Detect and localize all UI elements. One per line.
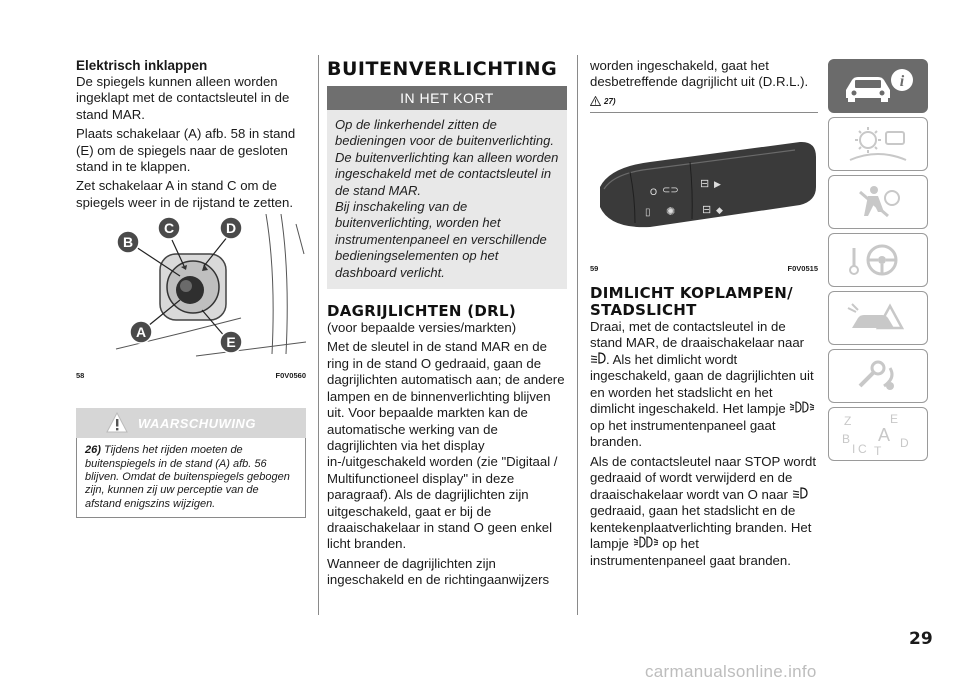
svg-text:⊟: ⊟ — [702, 203, 712, 216]
paragraph: Plaats schakelaar (A) afb. 58 in stand (E) om de spiegels naar de gesloten stand in te klappen. — [76, 126, 296, 175]
light-stalk-illustration — [590, 117, 818, 257]
section-title-low-beam — [590, 285, 818, 319]
column-separator-2 — [577, 55, 578, 615]
paragraph: Met de sleutel in de stand MAR en de ring in de stand O gedraaid, gaan de dagrijlichten automatisch aan; de andere lampen en de binnenverlichting blijven uit. Voor bepaalde markten kan de automatische werking van de dagrijlichten via het display in-/uitgeschakeld worden (zie "Digitaal / Multifunctioneel display" in deze paragraaf). Als de dagrijlichten zijn uitgeschakeld, gaat er bij de draaischakelaar in stand O geen enkel licht branden. — [327, 339, 565, 552]
car-info-icon — [838, 66, 918, 106]
position-light-indicator-icon — [789, 401, 815, 417]
figure-code: F0V0560 — [275, 371, 306, 381]
label-c — [158, 217, 180, 239]
figure-58 — [76, 214, 306, 380]
paragraph: Wanneer de dagrijlichten zijn ingeschakeld en de richtingaanwijzers — [327, 555, 550, 588]
summary-line: Op de linkerhendel zitten de bedieningen voor de buitenverlichting. — [335, 117, 554, 149]
section-title-line: STADSLICHT — [590, 300, 697, 319]
index-letters-icon — [838, 411, 918, 457]
summary-line: Bij inschakeling van de buitenverlichting, worden het instrumentenpaneel en verschillende bedieningselementen op het dashboard verlicht. — [335, 199, 547, 280]
svg-text:⊂⊃: ⊂⊃ — [662, 184, 679, 196]
low-beam-icon — [792, 487, 808, 503]
svg-text:⊟: ⊟ — [700, 177, 710, 190]
figure-number: 58 — [76, 371, 85, 381]
paragraph: De spiegels kunnen alleen worden ingeklapt met de contactsleutel in de stand MAR. — [76, 74, 290, 122]
tab-car-info[interactable] — [828, 59, 928, 113]
svg-text:D: D — [900, 436, 909, 450]
emergency-icon — [838, 298, 918, 338]
svg-text:T: T — [874, 444, 882, 457]
label-b — [117, 231, 139, 253]
figure-number: 59 — [590, 263, 599, 273]
text-run: . Als het dimlicht wordt ingeschakeld, gaan de dagrijlichten uit en worden het stadslicht en het dimlicht ingeschakeld. Het lampje — [590, 351, 814, 417]
column-3 — [590, 58, 818, 572]
figure-caption — [590, 264, 818, 273]
svg-text:I: I — [852, 442, 856, 456]
paragraph — [590, 319, 818, 451]
svg-text:E: E — [890, 412, 899, 426]
reference-row — [590, 94, 818, 110]
subtitle: (voor bepaalde versies/markten) — [327, 320, 517, 336]
tab-safety[interactable] — [828, 175, 928, 229]
chapter-title: BUITENVERLICHTING — [327, 58, 558, 80]
dashboard-lights-icon — [838, 124, 918, 164]
text-run: op het instrumentenpaneel gaat branden. — [590, 417, 776, 450]
svg-text:Z: Z — [844, 414, 852, 428]
warning-box — [76, 408, 306, 518]
svg-text:A: A — [135, 324, 147, 341]
warning-text: Tijdens het rijden moeten de buitenspiegels in de stand (A) afb. 56 blijven. Omdat de buitenspiegels gebogen zijn, kunnen zij uw perceptie van de afstand enigszins wijzigen. — [85, 444, 290, 510]
svg-text:D: D — [225, 220, 237, 237]
svg-text:✺: ✺ — [666, 205, 676, 218]
figure-caption — [76, 371, 306, 380]
text-run: gedraaid, gaan het stadslicht en de kentekenplaatverlichting branden. Het lampje — [590, 503, 812, 552]
svg-text:C: C — [858, 442, 867, 456]
tab-index[interactable] — [828, 407, 928, 461]
label-e — [220, 331, 242, 353]
column-2 — [327, 58, 567, 592]
text-run: op het instrumentenpaneel gaat branden. — [590, 536, 791, 568]
figure-59 — [590, 117, 818, 273]
tab-starting-driving[interactable] — [828, 233, 928, 287]
svg-text:B: B — [122, 234, 134, 251]
tab-maintenance[interactable] — [828, 349, 928, 403]
watermark: carmanualsonline.info — [645, 662, 817, 681]
svg-text:O: O — [650, 186, 658, 197]
tab-emergency[interactable] — [828, 291, 928, 345]
low-beam-icon — [590, 352, 606, 368]
steering-key-icon — [838, 240, 918, 280]
warning-icon — [590, 93, 601, 111]
maintenance-icon — [838, 356, 918, 396]
warning-ref: 26) — [85, 444, 101, 457]
paragraph: worden ingeschakeld, gaat het desbetreffende dagrijlicht uit (D.R.L.). — [590, 58, 809, 90]
paragraph: Zet schakelaar A in stand C om de spiegels weer in de rijstand te zetten. — [76, 178, 293, 210]
position-light-indicator-icon — [633, 536, 659, 552]
safety-airbag-icon — [838, 182, 918, 222]
column-separator-1 — [318, 55, 319, 615]
svg-text:◆: ◆ — [716, 204, 723, 215]
svg-text:i: i — [899, 73, 905, 90]
label-a — [130, 321, 152, 343]
section-title-drl: DAGRIJLICHTEN (DRL) — [327, 302, 517, 321]
mirror-switch-illustration — [76, 214, 306, 364]
paragraph — [590, 454, 818, 569]
label-d — [220, 217, 242, 239]
warning-icon — [106, 412, 128, 439]
figure-code: F0V0515 — [787, 263, 818, 273]
svg-text:E: E — [226, 334, 236, 351]
text-run: Als de contactsleutel naar STOP wordt gedraaid of wordt verwijderd en de draaischakelaar wordt van O naar — [590, 453, 817, 502]
text-run: Draai, met de contactsleutel in de stand MAR, de draaischakelaar naar — [590, 318, 805, 351]
warning-header — [76, 408, 306, 438]
warning-body — [76, 438, 306, 518]
svg-text:B: B — [842, 432, 851, 446]
svg-text:C: C — [163, 220, 175, 237]
warning-title: WAARSCHUWING — [138, 415, 256, 431]
summary-banner: IN HET KORT — [327, 86, 567, 110]
figure-divider — [590, 112, 818, 113]
reference-number: 27) — [604, 97, 616, 107]
svg-text:A: A — [878, 425, 891, 445]
column-1 — [76, 58, 306, 518]
svg-text:▯: ▯ — [645, 206, 651, 218]
svg-text:▶: ▶ — [714, 178, 721, 189]
tab-dashboard-lights[interactable] — [828, 117, 928, 171]
chapter-tabs — [828, 59, 928, 465]
summary-box — [327, 86, 567, 289]
section-heading-electric-folding: Elektrisch inklappen — [76, 58, 208, 73]
section-title-line: DIMLICHT KOPLAMPEN/ — [590, 283, 793, 302]
page-number: 29 — [909, 629, 933, 649]
summary-line: De buitenverlichting kan alleen worden ingeschakeld met de contactsleutel in de stand MAR. — [335, 149, 559, 198]
summary-content — [327, 110, 567, 289]
